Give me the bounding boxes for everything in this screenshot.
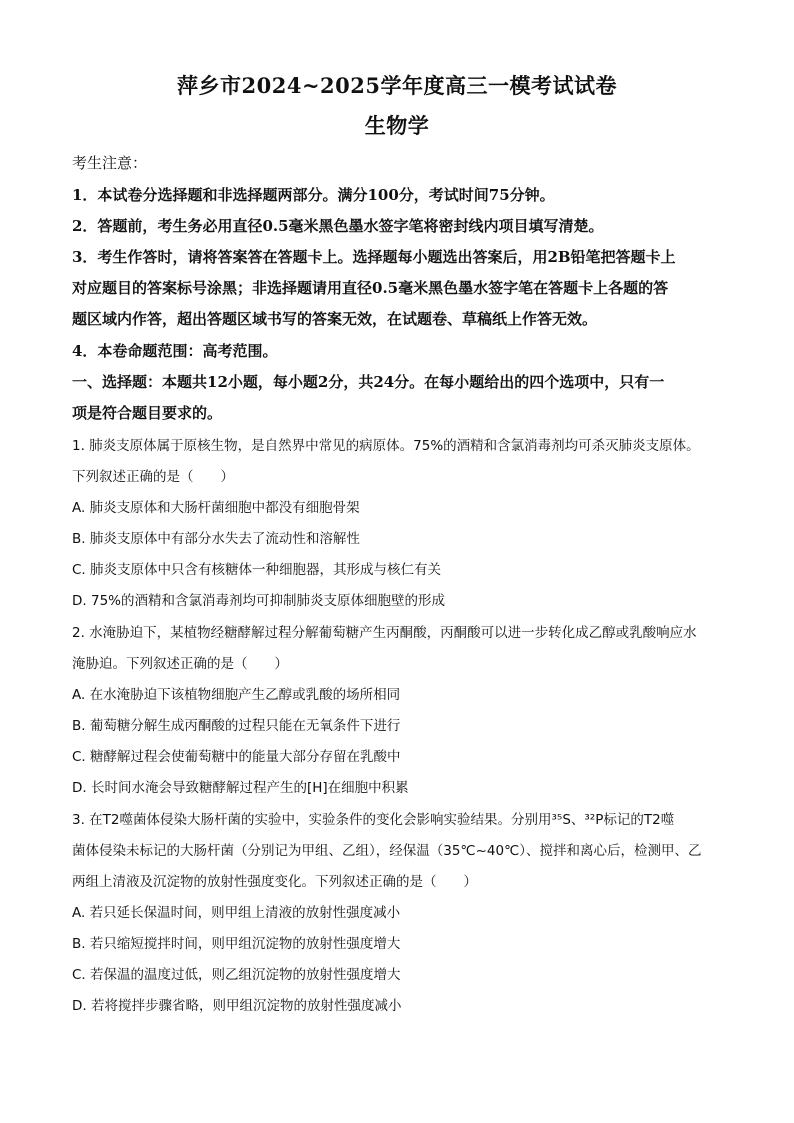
question-3-option-c: C. 若保温的温度过低，则乙组沉淀物的放射性强度增大 (72, 967, 401, 983)
question-1-option-d: D. 75%的酒精和含氯消毒剂均可抑制肺炎支原体细胞壁的形成 (72, 593, 445, 609)
notice-item: 3．考生作答时，请将答案答在答题卡上。选择题每小题选出答案后，用2B铅笔把答题卡上 (72, 248, 676, 266)
question-2-stem: 淹胁迫。下列叙述正确的是（ ） (72, 656, 288, 672)
notice-item: 1．本试卷分选择题和非选择题两部分。满分100分，考试时间75分钟。 (72, 186, 555, 204)
question-3-stem: 菌体侵染未标记的大肠杆菌（分别记为甲组、乙组），经保温（35℃~40℃）、搅拌和离心后，检测甲、乙 (72, 843, 702, 859)
question-3-stem: 两组上清液及沉淀物的放射性强度变化。下列叙述正确的是（ ） (72, 874, 477, 890)
notice-heading: 考生注意： (72, 154, 148, 172)
notice-item: 题区域内作答，超出答题区域书写的答案无效，在试题卷、草稿纸上作答无效。 (72, 310, 598, 328)
question-2-option-b: B. 葡萄糖分解生成丙酮酸的过程只能在无氧条件下进行 (72, 718, 401, 734)
question-2-option-d: D. 长时间水淹会导致糖酵解过程产生的[H]在细胞中积累 (72, 780, 409, 796)
question-3-option-d: D. 若将搅拌步骤省略，则甲组沉淀物的放射性强度减小 (72, 998, 402, 1014)
question-3-option-a: A. 若只延长保温时间，则甲组上清液的放射性强度减小 (72, 905, 401, 921)
question-2-option-a: A. 在水淹胁迫下该植物细胞产生乙醇或乳酸的场所相同 (72, 687, 401, 703)
question-2-option-c: C. 糖酵解过程会使葡萄糖中的能量大部分存留在乳酸中 (72, 749, 401, 765)
section-heading-cont: 项是符合题目要求的。 (72, 404, 223, 422)
question-1-option-b: B. 肺炎支原体中有部分水失去了流动性和溶解性 (72, 531, 360, 547)
notice-item: 对应题目的答案标号涂黑；非选择题请用直径0.5毫米黑色墨水签字笔在答题卡上各题的答 (72, 279, 669, 297)
question-3-stem: 3. 在T2噬菌体侵染大肠杆菌的实验中，实验条件的变化会影响实验结果。分别用³⁵S、³²P标记的T2噬 (72, 812, 675, 828)
notice-item: 2．答题前，考生务必用直径0.5毫米黑色墨水签字笔将密封线内项目填写清楚。 (72, 217, 604, 235)
subject-title: 生物学 (364, 113, 430, 138)
section-heading: 一、选择题：本题共12小题，每小题2分，共24分。在每小题给出的四个选项中，只有一 (72, 373, 665, 391)
question-1-stem: 1. 肺炎支原体属于原核生物，是自然界中常见的病原体。75%的酒精和含氯消毒剂均可杀灭肺炎支原体。 (72, 438, 700, 454)
question-1-stem: 下列叙述正确的是（ ） (72, 469, 234, 485)
question-2-stem: 2. 水淹胁迫下，某植物经糖酵解过程分解葡萄糖产生丙酮酸，丙酮酸可以进一步转化成乙醇或乳酸响应水 (72, 625, 697, 641)
question-1-option-c: C. 肺炎支原体中只含有核糖体一种细胞器，其形成与核仁有关 (72, 562, 442, 578)
exam-title: 萍乡市2024~2025学年度高三一模考试试卷 (177, 73, 617, 98)
notice-item: 4．本卷命题范围：高考范围。 (72, 342, 278, 360)
question-3-option-b: B. 若只缩短搅拌时间，则甲组沉淀物的放射性强度增大 (72, 936, 401, 952)
question-1-option-a: A. 肺炎支原体和大肠杆菌细胞中都没有细胞骨架 (72, 500, 360, 516)
